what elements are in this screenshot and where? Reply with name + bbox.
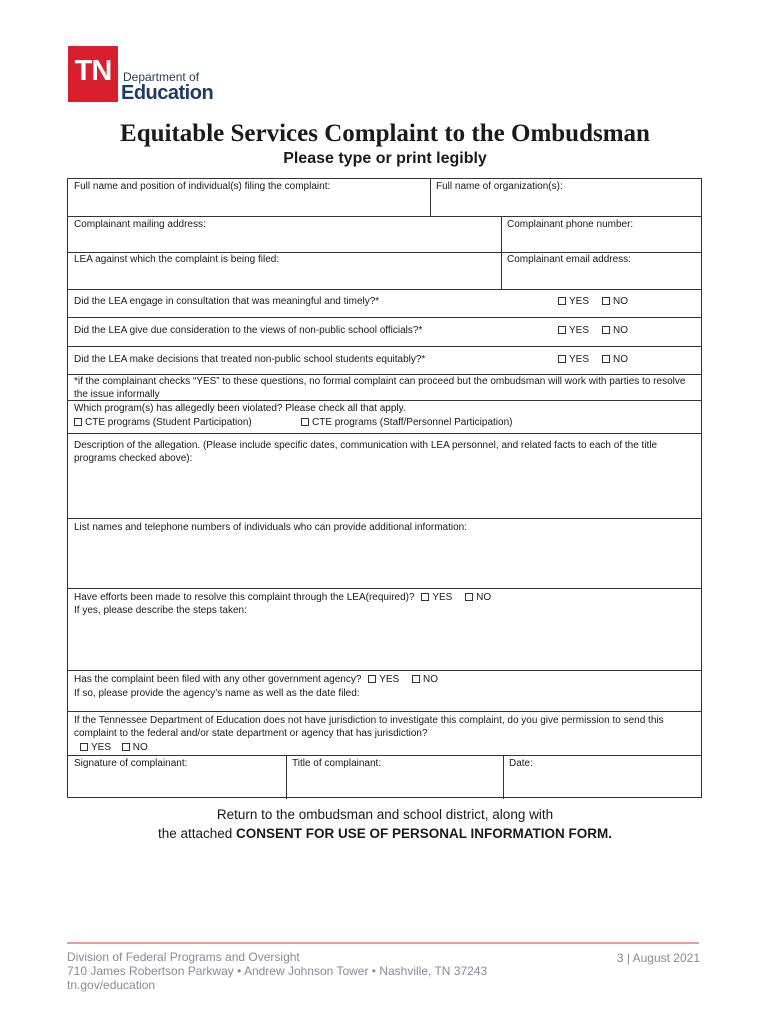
organization-field[interactable]: Full name of organization(s): — [436, 181, 563, 192]
email-address-field[interactable]: Complainant email address: — [507, 254, 631, 265]
tn-education-logo — [68, 46, 218, 106]
full-name-field[interactable]: Full name and position of individual(s) filing the complaint: — [74, 181, 331, 192]
complainant-title-field[interactable]: Title of complainant: — [292, 758, 382, 769]
page-subtitle: Please type or print legibly — [283, 150, 487, 167]
return-instruction-line1: Return to the ombudsman and school district, along with — [216, 807, 554, 822]
complaint-form — [67, 178, 702, 798]
footer-page-number: 3 | August 2021 — [616, 951, 700, 965]
footer-divider — [67, 942, 699, 944]
page-title: Equitable Services Complaint to the Ombudsman — [120, 120, 650, 147]
footer-division: Division of Federal Programs and Oversight — [67, 950, 300, 964]
question-consultation: Did the LEA engage in consultation that was meaningful and timely?* — [74, 296, 380, 307]
description-field[interactable]: Description of the allegation. (Please include specific dates, communication with LEA personnel, and related facts to each of the title programs checked above): — [74, 440, 658, 464]
footer-website[interactable]: tn.gov/education — [67, 978, 156, 992]
consent-form-name: CONSENT FOR USE OF PERSONAL INFORMATION FORM. — [236, 826, 613, 841]
mailing-address-field[interactable]: Complainant mailing address: — [74, 219, 206, 230]
phone-number-field[interactable]: Complainant phone number: — [507, 219, 634, 230]
q2-yes-checkbox[interactable]: YES — [558, 325, 589, 336]
yes-answer-note: *if the complainant checks “YES” to these questions, no formal complaint can proceed but the ombudsman will work with parties to resolve the issue informally — [74, 376, 686, 400]
program-student-checkbox[interactable]: CTE programs (Student Participation) — [68, 417, 298, 430]
program-staff-checkbox[interactable]: CTE programs (Staff/Personnel Participation) — [295, 417, 595, 430]
date-field[interactable]: Date: — [509, 758, 533, 769]
question-due-consideration: Did the LEA give due consideration to the views of non-public school officials?* — [74, 325, 423, 336]
efforts-steps-field[interactable]: If yes, please describe the steps taken: — [74, 605, 247, 616]
logo-education-text: Education — [121, 82, 214, 104]
footer-address — [67, 950, 487, 992]
return-instruction-line2: the attached CONSENT FOR USE OF PERSONAL INFORMATION FORM. — [157, 826, 613, 841]
q3-no-checkbox[interactable]: NO — [602, 354, 628, 365]
signature-field[interactable]: Signature of complainant: — [74, 758, 188, 769]
q2-no-checkbox[interactable]: NO — [602, 325, 628, 336]
jurisdiction-options[interactable]: YES NO — [74, 742, 274, 755]
efforts-question[interactable]: Have efforts been made to resolve this complaint through the LEA(required)? YES NO — [74, 592, 492, 603]
agency-details-field[interactable]: If so, please provide the agency’s name as well as the date filed: — [74, 688, 360, 699]
q1-yes-checkbox[interactable]: YES — [558, 296, 589, 307]
jurisdiction-question: If the Tennessee Department of Education does not have jurisdiction to investigate this complaint, do you give permission to send this complaint to the federal and/or state department or agency that has jurisdiction? — [74, 715, 664, 739]
agency-question[interactable]: Has the complaint been filed with any other government agency? YES NO — [74, 674, 438, 685]
contacts-field[interactable]: List names and telephone numbers of individuals who can provide additional information: — [74, 522, 468, 533]
question-equitable-decisions: Did the LEA make decisions that treated non-public school students equitably?* — [74, 354, 426, 365]
programs-question: Which program(s) has allegedly been violated? Please check all that apply. — [74, 403, 406, 414]
lea-field[interactable]: LEA against which the complaint is being filed: — [74, 254, 280, 265]
footer-street: 710 James Robertson Parkway • Andrew Johnson Tower • Nashville, TN 37243 — [67, 964, 488, 978]
q1-no-checkbox[interactable]: NO — [602, 296, 628, 307]
q3-yes-checkbox[interactable]: YES — [558, 354, 589, 365]
tn-logo-mark: TN — [68, 46, 118, 102]
logo-department-text: Department of — [123, 70, 200, 84]
